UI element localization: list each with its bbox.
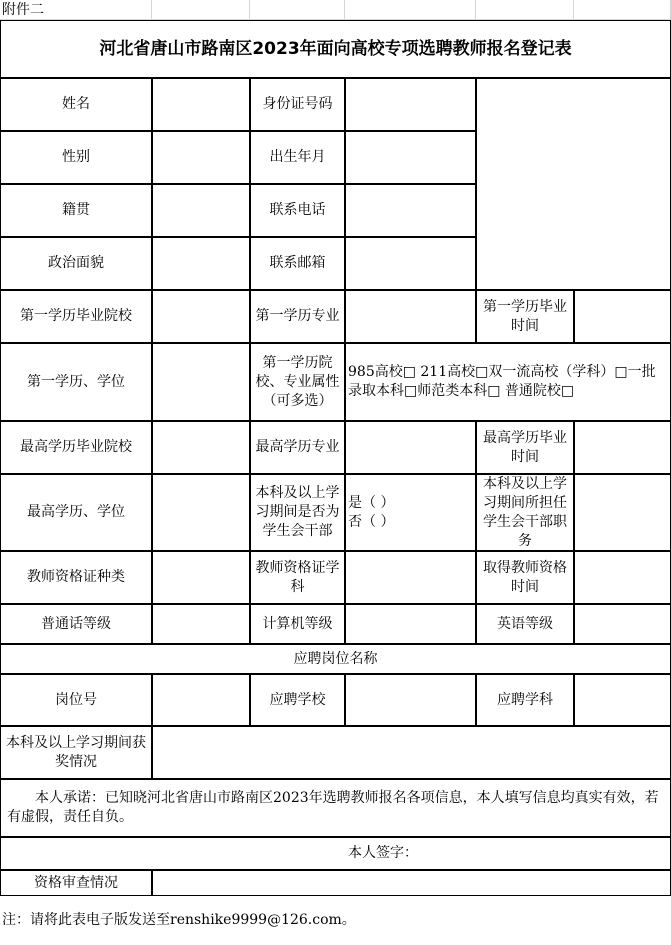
cadre-position-field[interactable] [574,474,671,551]
birth-label: 出生年月 [250,131,345,184]
native-place-label: 籍贯 [0,184,152,237]
political-status-label: 政治面貌 [0,237,152,290]
mandarin-label: 普通话等级 [0,604,152,644]
email-field[interactable] [345,237,476,290]
first-grad-time-field[interactable] [574,290,671,343]
position-no-field[interactable] [152,674,250,726]
cert-subject-label: 教师资格证学科 [250,551,345,604]
native-place-field[interactable] [152,184,250,237]
first-degree-label: 第一学历、学位 [0,343,152,421]
cert-time-field[interactable] [574,551,671,604]
first-grad-time-label: 第一学历毕业时间 [476,290,574,343]
cadre-question-label: 本科及以上学习期间是否为学生会干部 [250,474,345,551]
highest-major-label: 最高学历专业 [250,421,345,474]
awards-field[interactable] [152,726,671,779]
first-school-label: 第一学历毕业院校 [0,290,152,343]
apply-subject-label: 应聘学科 [476,674,574,726]
english-label: 英语等级 [476,604,574,644]
computer-label: 计算机等级 [250,604,345,644]
cadre-yes-option[interactable]: 是（ ） [348,494,395,511]
id-number-field[interactable] [345,78,476,131]
pledge-text: 本人承诺：已知晓河北省唐山市路南区2023年选聘教师报名各项信息，本人填写信息均真实有效，若有虚假，责任自负。 [0,779,671,837]
gender-field[interactable] [152,131,250,184]
phone-field[interactable] [345,184,476,237]
birth-field[interactable] [345,131,476,184]
highest-major-field[interactable] [345,421,476,474]
english-field[interactable] [574,604,671,644]
name-field[interactable] [152,78,250,131]
cert-type-field[interactable] [152,551,250,604]
school-type-checkboxes[interactable]: 985高校□ 211高校□双一流高校（学科）□一批录取本科□师范类本科□ 普通院校□ [345,343,671,421]
apply-school-field[interactable] [345,674,476,726]
highest-grad-time-label: 最高学历毕业时间 [476,421,574,474]
cadre-position-label: 本科及以上学习期间所担任学生会干部职务 [476,474,574,551]
position-header: 应聘岗位名称 [0,644,671,674]
first-school-field[interactable] [152,290,250,343]
first-major-label: 第一学历专业 [250,290,345,343]
signature-label: 本人签字： [0,837,671,870]
gender-label: 性别 [0,131,152,184]
apply-school-label: 应聘学校 [250,674,345,726]
cert-time-label: 取得教师资格时间 [476,551,574,604]
footer-note: 注：请将此表电子版发送至renshike9999@126.com。 [0,896,671,945]
political-status-field[interactable] [152,237,250,290]
id-number-label: 身份证号码 [250,78,345,131]
phone-label: 联系电话 [250,184,345,237]
awards-label: 本科及以上学习期间获奖情况 [0,726,152,779]
form-title: 河北省唐山市路南区2023年面向高校专项选聘教师报名登记表 [0,20,671,78]
name-label: 姓名 [0,78,152,131]
first-degree-field[interactable] [152,343,250,421]
attachment-label: 附件二 [2,2,44,18]
highest-school-field[interactable] [152,421,250,474]
cert-type-label: 教师资格证种类 [0,551,152,604]
highest-degree-label: 最高学历、学位 [0,474,152,551]
photo-box[interactable] [476,78,671,290]
first-school-attr-label: 第一学历院校、专业属性（可多选） [250,343,345,421]
highest-school-label: 最高学历毕业院校 [0,421,152,474]
highest-grad-time-field[interactable] [574,421,671,474]
cert-subject-field[interactable] [345,551,476,604]
position-no-label: 岗位号 [0,674,152,726]
review-label: 资格审查情况 [0,870,152,896]
computer-field[interactable] [345,604,476,644]
cadre-yes-no[interactable] [345,474,476,551]
cadre-no-option[interactable]: 否（ ） [348,513,395,530]
apply-subject-field[interactable] [574,674,671,726]
review-field[interactable] [152,870,671,896]
mandarin-field[interactable] [152,604,250,644]
first-major-field[interactable] [345,290,476,343]
email-label: 联系邮箱 [250,237,345,290]
highest-degree-field[interactable] [152,474,250,551]
